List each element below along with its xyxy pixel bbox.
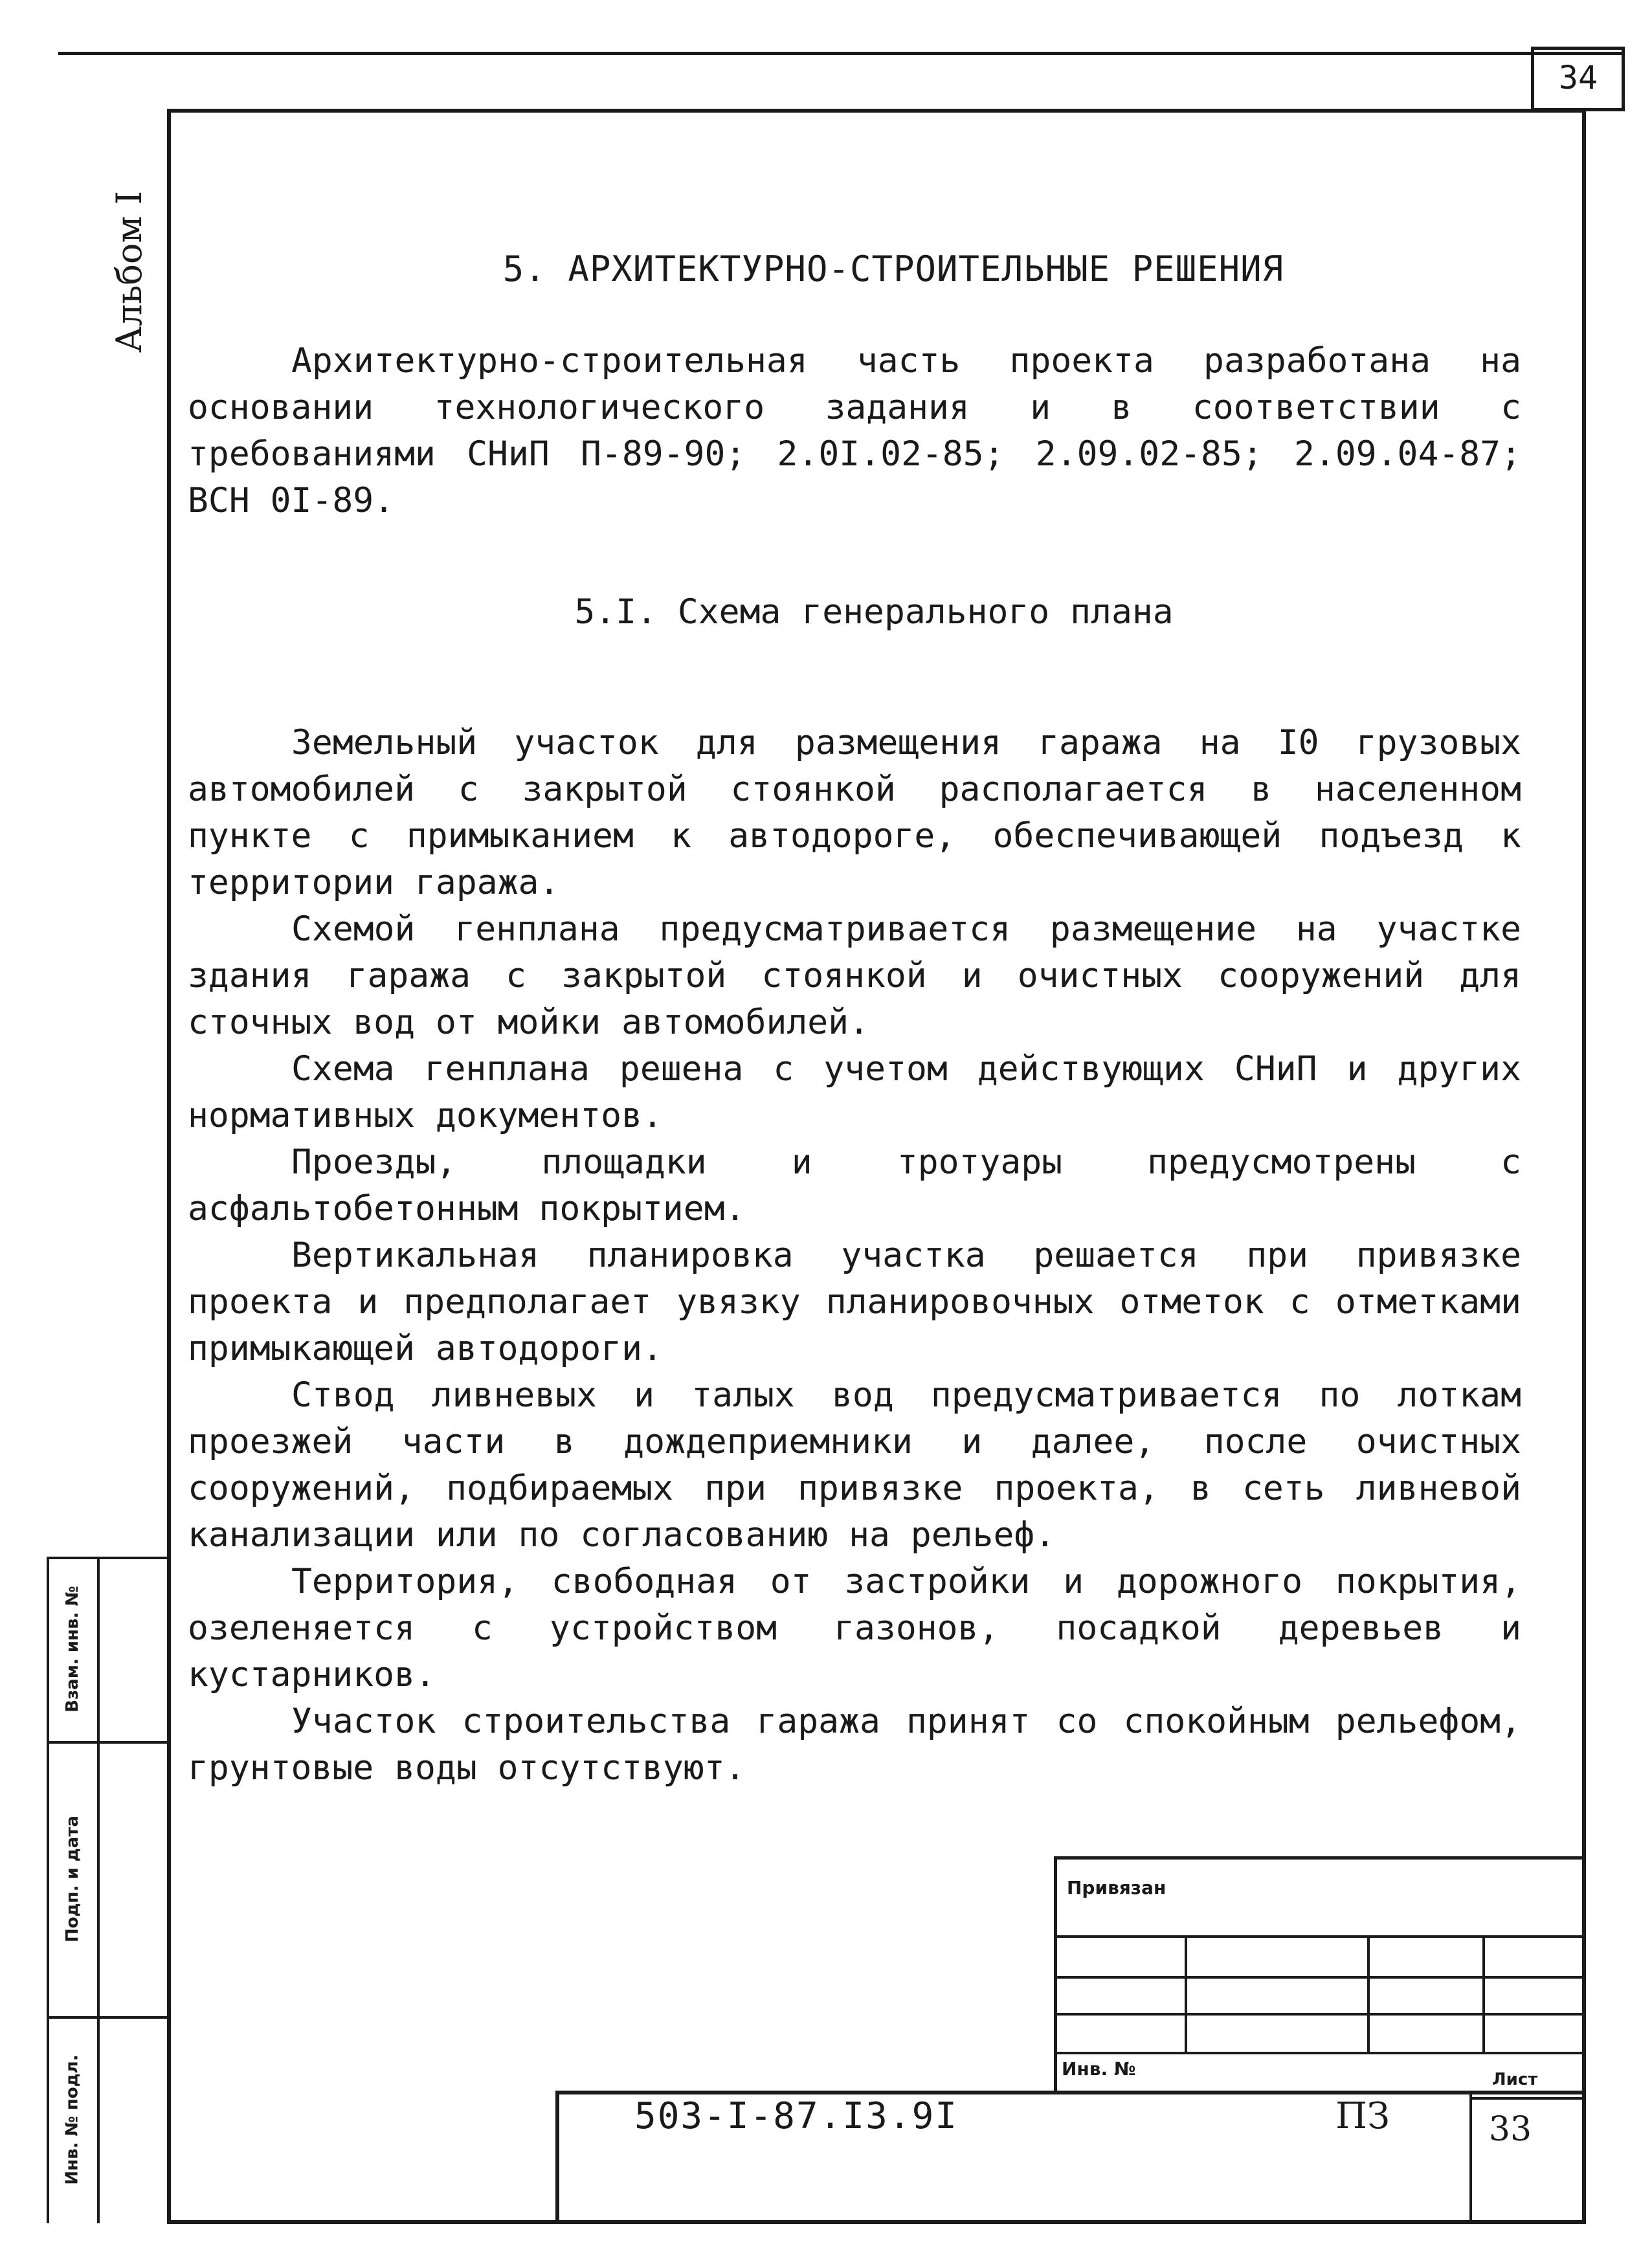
tb-grid-col-1 — [1185, 1935, 1187, 2052]
tb-sheet-divider — [1469, 2097, 1586, 2100]
document-code: 503-I-87.I3.9I — [634, 2095, 959, 2137]
side-stamp-vzam-label: Взам. инв. № — [63, 1585, 82, 1713]
tb-grid-row-2 — [1054, 1976, 1586, 1979]
top-rule — [58, 52, 1625, 55]
side-stamp-podp — [47, 1741, 98, 2016]
document-body — [188, 246, 1521, 1792]
tb-grid-row-4 — [1054, 2052, 1586, 2054]
tb-grid-col-3 — [1482, 1935, 1485, 2052]
side-stamp-vzam — [47, 1557, 98, 1741]
paragraph: Ствод ливневых и талых вод предусматривается по лоткам проезжей части в дождеприемники и далее, после очистных сооружений, подбираемых при привязке проекта, в сеть ливневой канализации или по согласованию на рельеф. — [188, 1375, 1521, 1555]
side-stamp-podp-label: Подп. и дата — [63, 1815, 83, 1942]
paragraph: Проезды, площадки и тротуары предусмотрены с асфальтобетонным покрытием. — [188, 1142, 1521, 1228]
album-label: Альбом I — [109, 190, 150, 353]
side-stamp-inv — [47, 2016, 98, 2223]
page-number: 34 — [1558, 59, 1598, 96]
side-stamp-inv-label: Инв. № подл. — [63, 2054, 82, 2185]
tb-sheet-left — [1469, 2091, 1472, 2223]
paragraph: Вертикальная планировка участка решается при привязке проекта и предполагает увязку планировочных отметок с отметками примыкающей автодороги. — [188, 1236, 1521, 1368]
document-type: ПЗ — [1335, 2095, 1390, 2137]
tb-grid-col-2 — [1367, 1935, 1370, 2052]
tb-main-left — [555, 2091, 559, 2223]
paragraph: Участок строительства гаража принят со спокойным рельефом, грунтовые воды отсутствуют. — [188, 1702, 1521, 1788]
paragraph: Территория, свободная от застройки и дорожного покрытия, озеленяется с устройством газонов, посадкой деревьев и кустарников. — [188, 1562, 1521, 1694]
privyazan-label: Привязан — [1067, 1877, 1166, 1898]
section-title: 5. АРХИТЕКТУРНО-СТРОИТЕЛЬНЫЕ РЕШЕНИЯ — [502, 249, 1284, 289]
paragraph: Схемой генплана предусматривается размещение на участке здания гаража с закрытой стоянкой и очистных сооружений для сточных вод от мойки автомобилей. — [188, 909, 1521, 1042]
paragraph: Земельный участок для размещения гаража на I0 грузовых автомобилей с закрытой стоянкой располагается в населенном пункте с примыканием к автодороге, обеспечивающей подъезд к территории гаража. — [188, 723, 1521, 902]
sheet-label: Лист — [1492, 2070, 1538, 2089]
sheet-number: 33 — [1488, 2110, 1532, 2149]
intro-paragraph: Архитектурно-строительная часть проекта разработана на основании технологического задания и в соответствии с требованиями СНиП П-89-90; 2.0I.02-85; 2.09.02-85; 2.09.04-87; ВСН 0I-89. — [188, 341, 1521, 520]
tb-grid-left — [1054, 1856, 1057, 2093]
tb-grid-row-3 — [1054, 2013, 1586, 2016]
paragraph: Схема генплана решена с учетом действующих СНиП и других нормативных документов. — [188, 1049, 1521, 1135]
tb-grid-row-1 — [1054, 1935, 1586, 1938]
tb-grid-top — [1054, 1856, 1586, 1860]
inv-no-label: Инв. № — [1062, 2058, 1136, 2080]
subsection-title: 5.I. Схема генерального плана — [574, 592, 1174, 632]
